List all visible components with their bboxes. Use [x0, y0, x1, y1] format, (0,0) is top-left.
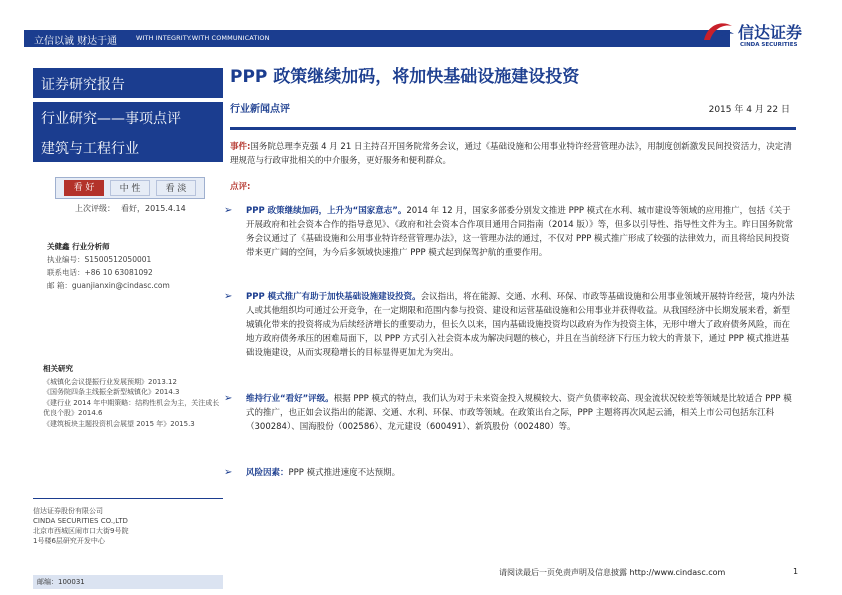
bullet-risk [224, 466, 796, 480]
report-category: 行业新闻点评 [230, 104, 290, 115]
logo-swirl-icon [700, 18, 736, 48]
company-logo [700, 18, 820, 54]
company-address: 北京市西城区闹市口大街9号院 [33, 527, 129, 535]
bullet-policy [224, 204, 796, 260]
footer-disclaimer[interactable]: 请阅读最后一页免责声明及信息披露 http://www.cindasc.com [499, 568, 726, 577]
related-research-item[interactable]: 《建行业 2014 年中期策略：结构性机会为主，关注成长优良个股》2014.6 [43, 398, 220, 417]
postal-code: 邮编：100031 [33, 575, 223, 589]
header-slogan: 立信以诚 财达于通 [34, 36, 118, 47]
rating-positive: 看 好 [64, 180, 104, 196]
related-research-item[interactable]: 《建筑板块主题投资机会展望 2015 年》2015.3 [43, 419, 195, 428]
rating-negative: 看 淡 [156, 180, 196, 196]
last-rating-value: 看好，2015.4.14 [121, 204, 186, 213]
page-number: 1 [793, 567, 799, 576]
analyst-info [47, 240, 170, 292]
analyst-email: 邮 箱：guanjianxin@cindasc.com [47, 281, 170, 290]
event-text: 国务院总理李克强 4 月 21 日主持召开国务院常务会议，通过《基础设施和公用事业特许经营管理办法》，用制度创新激发民间投资活力，决定清理规范与行政审批相关的中介服务，更好服务和便利群众。 [230, 142, 792, 166]
related-research-item[interactable]: 《城镇化会议提振行业发展预期》2013.12 [43, 377, 177, 386]
related-research [43, 364, 221, 429]
analyst-license: 执业编号：S1500512050001 [47, 255, 152, 264]
company-address-2: 1号楼6层研究开发中心 [33, 537, 105, 545]
event-label: 事件: [230, 142, 251, 152]
sidebar-block-label: 建筑与工程行业 [41, 141, 139, 157]
bullet-infrastructure [224, 290, 796, 360]
bullet-text: PPP 模式推进速度不达预期。 [288, 468, 401, 478]
sidebar-block-research-type [33, 102, 223, 132]
bullet-head: 维持行业“看好”评级。 [246, 394, 334, 404]
sidebar-block-label: 证券研究报告 [41, 77, 125, 93]
company-info [33, 498, 223, 546]
sidebar-block-report-type [33, 68, 223, 98]
related-research-title: 相关研究 [43, 364, 73, 373]
header-slogan-en: WITH INTEGRITY.WITH COMMUNICATION [136, 34, 270, 42]
logo-text-cn: 信达证券 [738, 23, 803, 42]
subhead-bar [230, 100, 796, 130]
analyst-phone: 联系电话：+86 10 63081092 [47, 268, 153, 277]
comment-heading [230, 180, 796, 194]
related-research-item[interactable]: 《国务院四条主线振全新型城镇化》2014.3 [43, 388, 180, 396]
bullet-head: PPP 模式推广有助于加快基础设施建设投资。 [246, 292, 421, 302]
analyst-name: 关健鑫 行业分析师 [47, 242, 110, 251]
last-rating-label: 上次评级： [75, 204, 115, 213]
comment-label: 点评: [230, 182, 251, 192]
company-name-en: CINDA SECURITIES CO.,LTD [33, 517, 128, 525]
header-bar [24, 30, 730, 47]
arrow-bullet-icon: ➢ [224, 467, 233, 478]
arrow-bullet-icon: ➢ [224, 205, 233, 216]
report-date: 2015 年 4 月 22 日 [708, 105, 790, 115]
sidebar-block-label: 行业研究——事项点评 [41, 111, 181, 127]
logo-text-en: CINDA SECURITIES [740, 42, 798, 48]
rating-neutral: 中 性 [110, 180, 150, 196]
last-rating [75, 203, 192, 214]
arrow-bullet-icon: ➢ [224, 291, 233, 302]
bullet-text: 根据 PPP 模式的特点，我们认为对于未来资金投入规模较大、资产负债率较高、现金流状况较差等领域是比较适合 PPP 模式的推广，也正如会议指出的能源、交通、水利、环保、市政等领域。在政策出台之际，PPP 主题将再次风起云涌，相关上市公司包括东江科（300284）、国海股份（002586）、龙元建设（600491）、新筑股份（002480）等。 [246, 394, 792, 432]
event-paragraph [230, 140, 796, 168]
arrow-bullet-icon: ➢ [224, 393, 233, 404]
company-name-cn: 信达证券股份有限公司 [33, 507, 103, 515]
report-headline: PPP 政策继续加码，将加快基础设施建设投资 [230, 67, 580, 87]
bullet-head: 风险因素： [246, 468, 289, 478]
bullet-rating [224, 392, 796, 434]
bullet-text: 会议指出，将在能源、交通、水利、环保、市政等基础设施和公用事业领域开展特许经营，境内外法人或其他组织均可通过公开竞争，在一定期限和范围内参与投资、建设和运营基础设施和公用事业并获得收益。从我国经济中长期发展来看，新型城镇化带来的投资将成为后续经济增长的重要动力，但长久以来，国内基础设施投资均以政府为作为投资主体，无形中增大了政府债务风险，而在地方政府债务承压的困难局面下，以 PPP 方式引入社会资本成为解决问题的核心，并且在当前经济下行压力较大的背景下，通过 PPP 模式推进基础设施建设，从而实现稳增长的目标显得更加尤为突出。 [246, 292, 795, 358]
sidebar-block-industry [33, 132, 223, 162]
bullet-head: PPP 政策继续加码，上升为“国家意志”。 [246, 206, 407, 216]
sidebar [33, 62, 223, 586]
rating-box [55, 177, 205, 199]
bullet-text: 2014 年 12 月，国家多部委分别发文推进 PPP 模式在水利、城市建设等领域的应用推广，包括《关于开展政府和社会资本合作的指导意见》、《政府和社会资本合作项目通用合同指南（2014 版）》等，但多以引导性、指导性文件为主。昨日国务院常务会议通过了《基础设施和公用事业特许经营管理办法》，这一管理办法的通过，不仅对 PPP 模式推广形成了较强的法律效力，而且将给民间投资带来更广阔的空间，为今后多领域快速推广 PPP 模式起到保驾护航的重要作用。 [246, 206, 794, 258]
